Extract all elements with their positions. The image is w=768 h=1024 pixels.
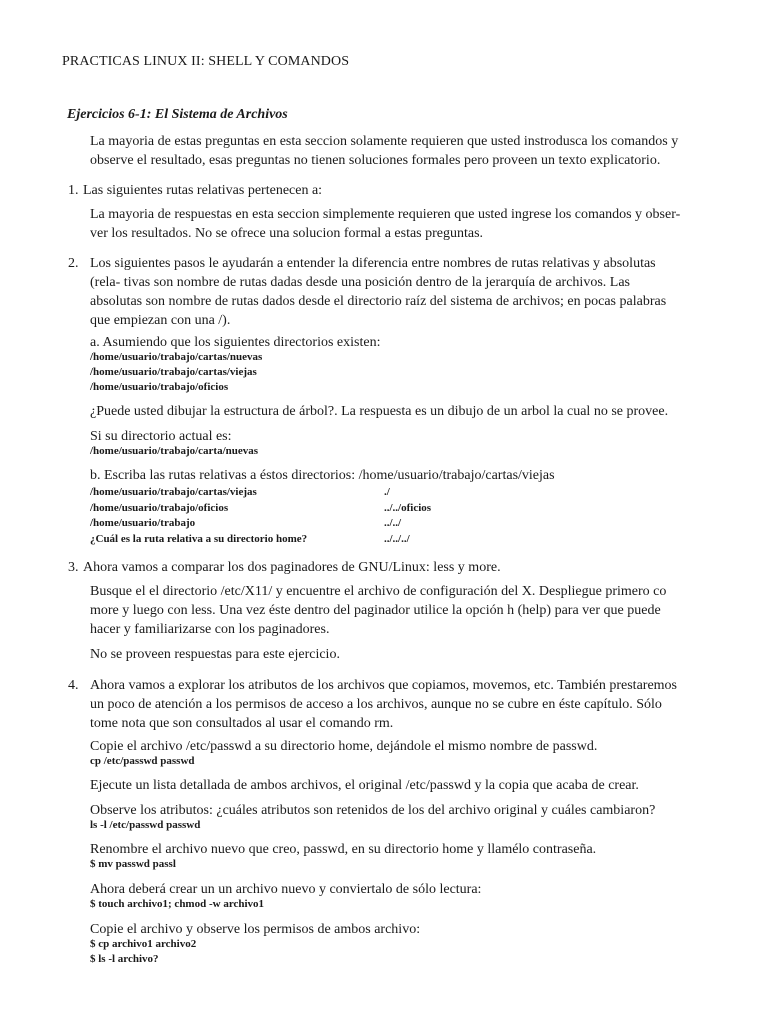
q3-paragraph <box>90 582 726 639</box>
intro-paragraph <box>90 132 726 170</box>
q3-line: hacer y familiarizarse con los paginadores. <box>90 622 330 637</box>
absolute-path: /home/usuario/trabajo/cartas/viejas <box>90 486 257 498</box>
step-text: Copie el archivo /etc/passwd a su directorio home, dejándole el mismo nombre de passwd. <box>90 739 598 754</box>
current-dir-path: /home/usuario/trabajo/carta/nuevas <box>90 445 259 457</box>
command-code: cp /etc/passwd passwd <box>90 755 195 767</box>
q3-text: Ahora vamos a comparar los dos paginadores de GNU/Linux: less y more. <box>83 560 501 575</box>
dir-list <box>90 350 726 395</box>
q2-paragraph <box>90 254 726 330</box>
q2-line: Los siguientes pasos le ayudarán a entender la diferencia entre nombres de rutas relativas y absolutas <box>90 256 656 271</box>
q1-paragraph <box>90 205 726 243</box>
item-number: 2. <box>68 256 79 271</box>
dir-path: /home/usuario/trabajo/oficios <box>90 381 229 393</box>
relative-path: ./ <box>384 486 390 498</box>
command-code: $ touch archivo1; chmod -w archivo1 <box>90 898 265 910</box>
q1-line: La mayoria de respuestas en esta seccion simplemente requieren que usted ingrese los comandos y obser- <box>90 207 681 222</box>
command-code: ls -l /etc/passwd passwd <box>90 819 201 831</box>
q3-note: No se proveen respuestas para este ejercicio. <box>90 647 340 662</box>
item-number: 1. <box>68 183 79 198</box>
absolute-path: /home/usuario/trabajo/oficios <box>90 502 229 514</box>
q1-text: Las siguientes rutas relativas pertenecen a: <box>83 183 323 198</box>
dir-path: /home/usuario/trabajo/cartas/nuevas <box>90 351 263 363</box>
item-number: 3. <box>68 560 79 575</box>
step-text: Copie el archivo y observe los permisos de ambos archivo: <box>90 922 421 937</box>
q4-line: tome nota que son consultados al usar el comando rm. <box>90 716 394 731</box>
command-code-group <box>90 937 726 967</box>
step-text: Ahora deberá crear un un archivo nuevo y conviertalo de sólo lectura: <box>90 882 482 897</box>
intro-line: La mayoria de estas preguntas en esta seccion solamente requieren que usted instrodusca los comandos y <box>90 134 679 149</box>
tree-question: ¿Puede usted dibujar la estructura de árbol?. La respuesta es un dibujo de un arbol la cual no se provee. <box>90 404 669 419</box>
intro-line: observe el resultado, esas preguntas no tienen soluciones formales pero proveen un texto explicatorio. <box>90 153 661 168</box>
relative-path: ../../oficios <box>384 502 432 514</box>
q1-line: ver los resultados. No se ofrece una solucion formal a estas preguntas. <box>90 226 484 241</box>
dir-path: /home/usuario/trabajo/cartas/viejas <box>90 366 257 378</box>
q2-line: que empiezan con una /). <box>90 313 231 328</box>
q2-line: (rela- tivas son nombre de rutas dadas desde una posición dentro de la jerarquía de archivos. Las <box>90 275 630 290</box>
q4-line: un poco de atención a los permisos de acceso a los archivos, aunque no se cubre en éste capítulo. Sólo <box>90 697 662 712</box>
q4-line: Ahora vamos a explorar los atributos de los archivos que copiamos, movemos, etc. También prestaremos <box>90 678 678 693</box>
q3-line: Busque el el directorio /etc/X11/ y encuentre el archivo de configuración del X. Despliegue primero co <box>90 584 667 599</box>
command-code: $ cp archivo1 archivo2 <box>90 938 197 950</box>
command-code: $ ls -l archivo? <box>90 953 159 965</box>
step-text: Renombre el archivo nuevo que creo, passwd, en su directorio home y llamélo contraseña. <box>90 842 597 857</box>
relative-path: ../../../ <box>384 533 410 545</box>
step-text: Observe los atributos: ¿cuáles atributos son retenidos de los del archivo original y cuáles cambiaron? <box>90 803 656 818</box>
absolute-path: /home/usuario/trabajo <box>90 517 196 529</box>
section-title: Ejercicios 6-1: El Sistema de Archivos <box>67 107 288 122</box>
step-text: Ejecute un lista detallada de ambos archivos, el original /etc/passwd y la copia que acaba de crear. <box>90 778 639 793</box>
q2b-text: b. Escriba las rutas relativas a éstos directorios: /home/usuario/trabajo/cartas/viejas <box>90 468 555 483</box>
q2-line: absolutas son nombre de rutas dados desde el directorio raíz del sistema de archivos; en pocas palabras <box>90 294 667 309</box>
absolute-path: ¿Cuál es la ruta relativa a su directorio home? <box>90 533 308 545</box>
q3-line: more y luego con less. Una vez éste dentro del paginador utilice la opción h (help) para ver que puede <box>90 603 661 618</box>
relative-path: ../../ <box>384 517 402 529</box>
item-number: 4. <box>68 678 79 693</box>
page-title: PRACTICAS LINUX II: SHELL Y COMANDOS <box>62 54 350 69</box>
q4-paragraph <box>90 676 726 733</box>
command-code: $ mv passwd passl <box>90 858 176 870</box>
q2a-text: a. Asumiendo que los siguientes directorios existen: <box>90 335 381 350</box>
current-dir-label: Si su directorio actual es: <box>90 429 232 444</box>
